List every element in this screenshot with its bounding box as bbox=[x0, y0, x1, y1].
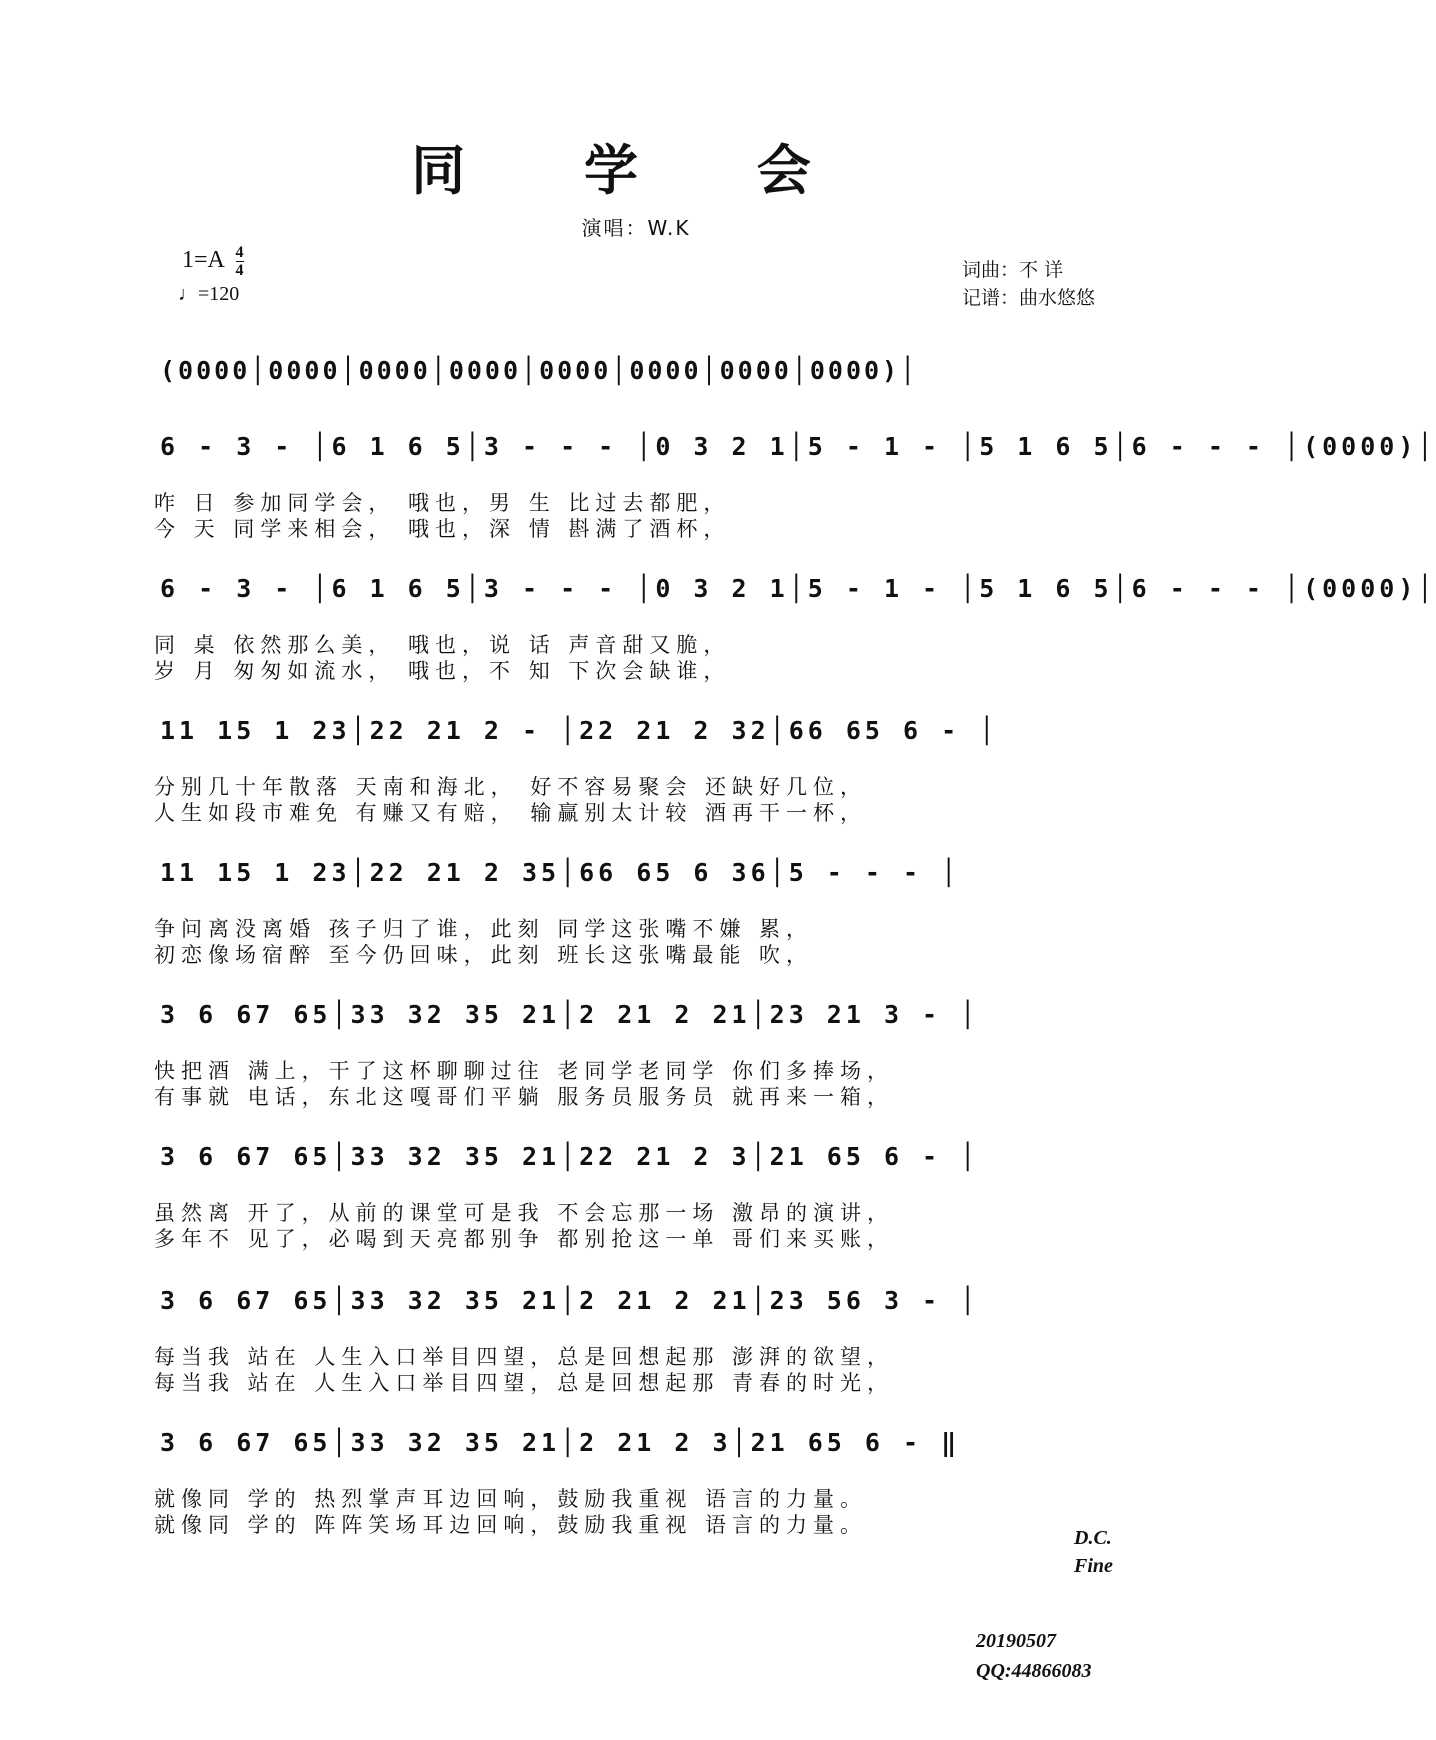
intro-notes: (0000│0000│0000│0000│0000│0000│0000│0000)│ bbox=[160, 356, 919, 385]
staff-line bbox=[160, 1286, 1130, 1334]
staff-notes: 6 - 3 - │6 1 6 5│3 - - - │0 3 2 1│5 - 1 - │5 1 6 5│6 - - - │(0000)│ bbox=[160, 574, 1436, 603]
fine-label: Fine bbox=[1074, 1555, 1113, 1577]
lyric-verse-1: 争问离没离婚 孩子归了谁，此刻 同学这张嘴不嫌 累， bbox=[154, 917, 814, 941]
singer-label: 演唱：W.K bbox=[581, 216, 691, 240]
lyric-verse-1: 咋 日 参加同学会， 哦也，男 生 比过去都肥， bbox=[154, 491, 731, 515]
staff-line bbox=[160, 716, 1130, 764]
lyric-verse-2: 就像同 学的 阵阵笑场耳边回响，鼓励我重视 语言的力量。 bbox=[154, 1513, 868, 1537]
lyric-verse-1: 就像同 学的 热烈掌声耳边回响，鼓励我重视 语言的力量。 bbox=[154, 1487, 868, 1511]
song-title: 同 学 会 bbox=[411, 138, 861, 202]
lyric-verse-1: 分别几十年散落 天南和海北， 好不容易聚会 还缺好几位， bbox=[154, 775, 868, 799]
lyric-verse-1: 虽然离 开了，从前的课堂可是我 不会忘那一场 激昂的演讲， bbox=[154, 1201, 895, 1225]
credit-transcriber: 记谱：曲水悠悠 bbox=[962, 287, 1096, 309]
staff-notes: 3 6 67 65│33 32 35 21│2 21 2 21│23 56 3 - │ bbox=[160, 1286, 980, 1315]
staff-notes: 3 6 67 65│33 32 35 21│22 21 2 3│21 65 6 - │ bbox=[160, 1142, 980, 1171]
staff-notes: 6 - 3 - │6 1 6 5│3 - - - │0 3 2 1│5 - 1 - │5 1 6 5│6 - - - │(0000)│ bbox=[160, 432, 1436, 461]
dc-fine-mark bbox=[1074, 1524, 1113, 1580]
lyric-verse-2: 今 天 同学来相会， 哦也，深 情 斟满了酒杯， bbox=[154, 517, 731, 541]
lyric-verse-1: 每当我 站在 人生入口举目四望，总是回想起那 澎湃的欲望， bbox=[154, 1345, 895, 1369]
footer-qq: QQ:44866083 bbox=[976, 1660, 1092, 1682]
staff-line bbox=[160, 858, 1130, 906]
lyric-verse-2: 初恋像场宿醉 至今仍回味，此刻 班长这张嘴最能 吹， bbox=[154, 943, 814, 967]
staff-notes: 11 15 1 23│22 21 2 - │22 21 2 32│66 65 6 - │ bbox=[160, 716, 999, 745]
key-label: 1=A bbox=[182, 247, 224, 274]
credits bbox=[962, 256, 1095, 312]
dc-label: D.C. bbox=[1074, 1527, 1112, 1549]
footer-info bbox=[976, 1626, 1092, 1686]
lyric-verse-2: 岁 月 匆匆如流水， 哦也，不 知 下次会缺谁， bbox=[154, 659, 731, 683]
lyric-verse-2: 每当我 站在 人生入口举目四望，总是回想起那 青春的时光， bbox=[154, 1371, 895, 1395]
staff-notes: 3 6 67 65│33 32 35 21│2 21 2 3│21 65 6 - ‖ bbox=[160, 1428, 961, 1457]
time-signature bbox=[236, 244, 244, 279]
lyric-verse-1: 快把酒 满上，干了这杯聊聊过往 老同学老同学 你们多捧场， bbox=[154, 1059, 895, 1083]
lyric-verse-2: 人生如段市难免 有赚又有赔， 输赢别太计较 酒再干一杯， bbox=[154, 801, 868, 825]
footer-date: 20190507 bbox=[976, 1630, 1056, 1652]
key-signature bbox=[182, 244, 244, 279]
staff-notes: 11 15 1 23│22 21 2 35│66 65 6 36│5 - - - │ bbox=[160, 858, 961, 887]
staff-line bbox=[160, 432, 1436, 480]
intro-staff bbox=[160, 356, 1130, 404]
lyric-verse-1: 同 桌 依然那么美， 哦也，说 话 声音甜又脆， bbox=[154, 633, 731, 657]
time-sig-bottom: 4 bbox=[235, 262, 244, 279]
staff-line bbox=[160, 574, 1436, 622]
credit-composer: 词曲：不 详 bbox=[962, 259, 1064, 281]
staff-line bbox=[160, 1000, 1130, 1048]
staff-line bbox=[160, 1142, 1130, 1190]
time-sig-top: 4 bbox=[235, 244, 244, 261]
lyric-verse-2: 有事就 电话，东北这嘎哥们平躺 服务员服务员 就再来一箱， bbox=[154, 1085, 895, 1109]
staff-line bbox=[160, 1428, 1130, 1476]
lyric-verse-2: 多年不 见了，必喝到天亮都别争 都别抢这一单 哥们来买账， bbox=[154, 1227, 895, 1251]
staff-notes: 3 6 67 65│33 32 35 21│2 21 2 21│23 21 3 - │ bbox=[160, 1000, 980, 1029]
tempo-mark: ♩=120 bbox=[178, 283, 240, 305]
